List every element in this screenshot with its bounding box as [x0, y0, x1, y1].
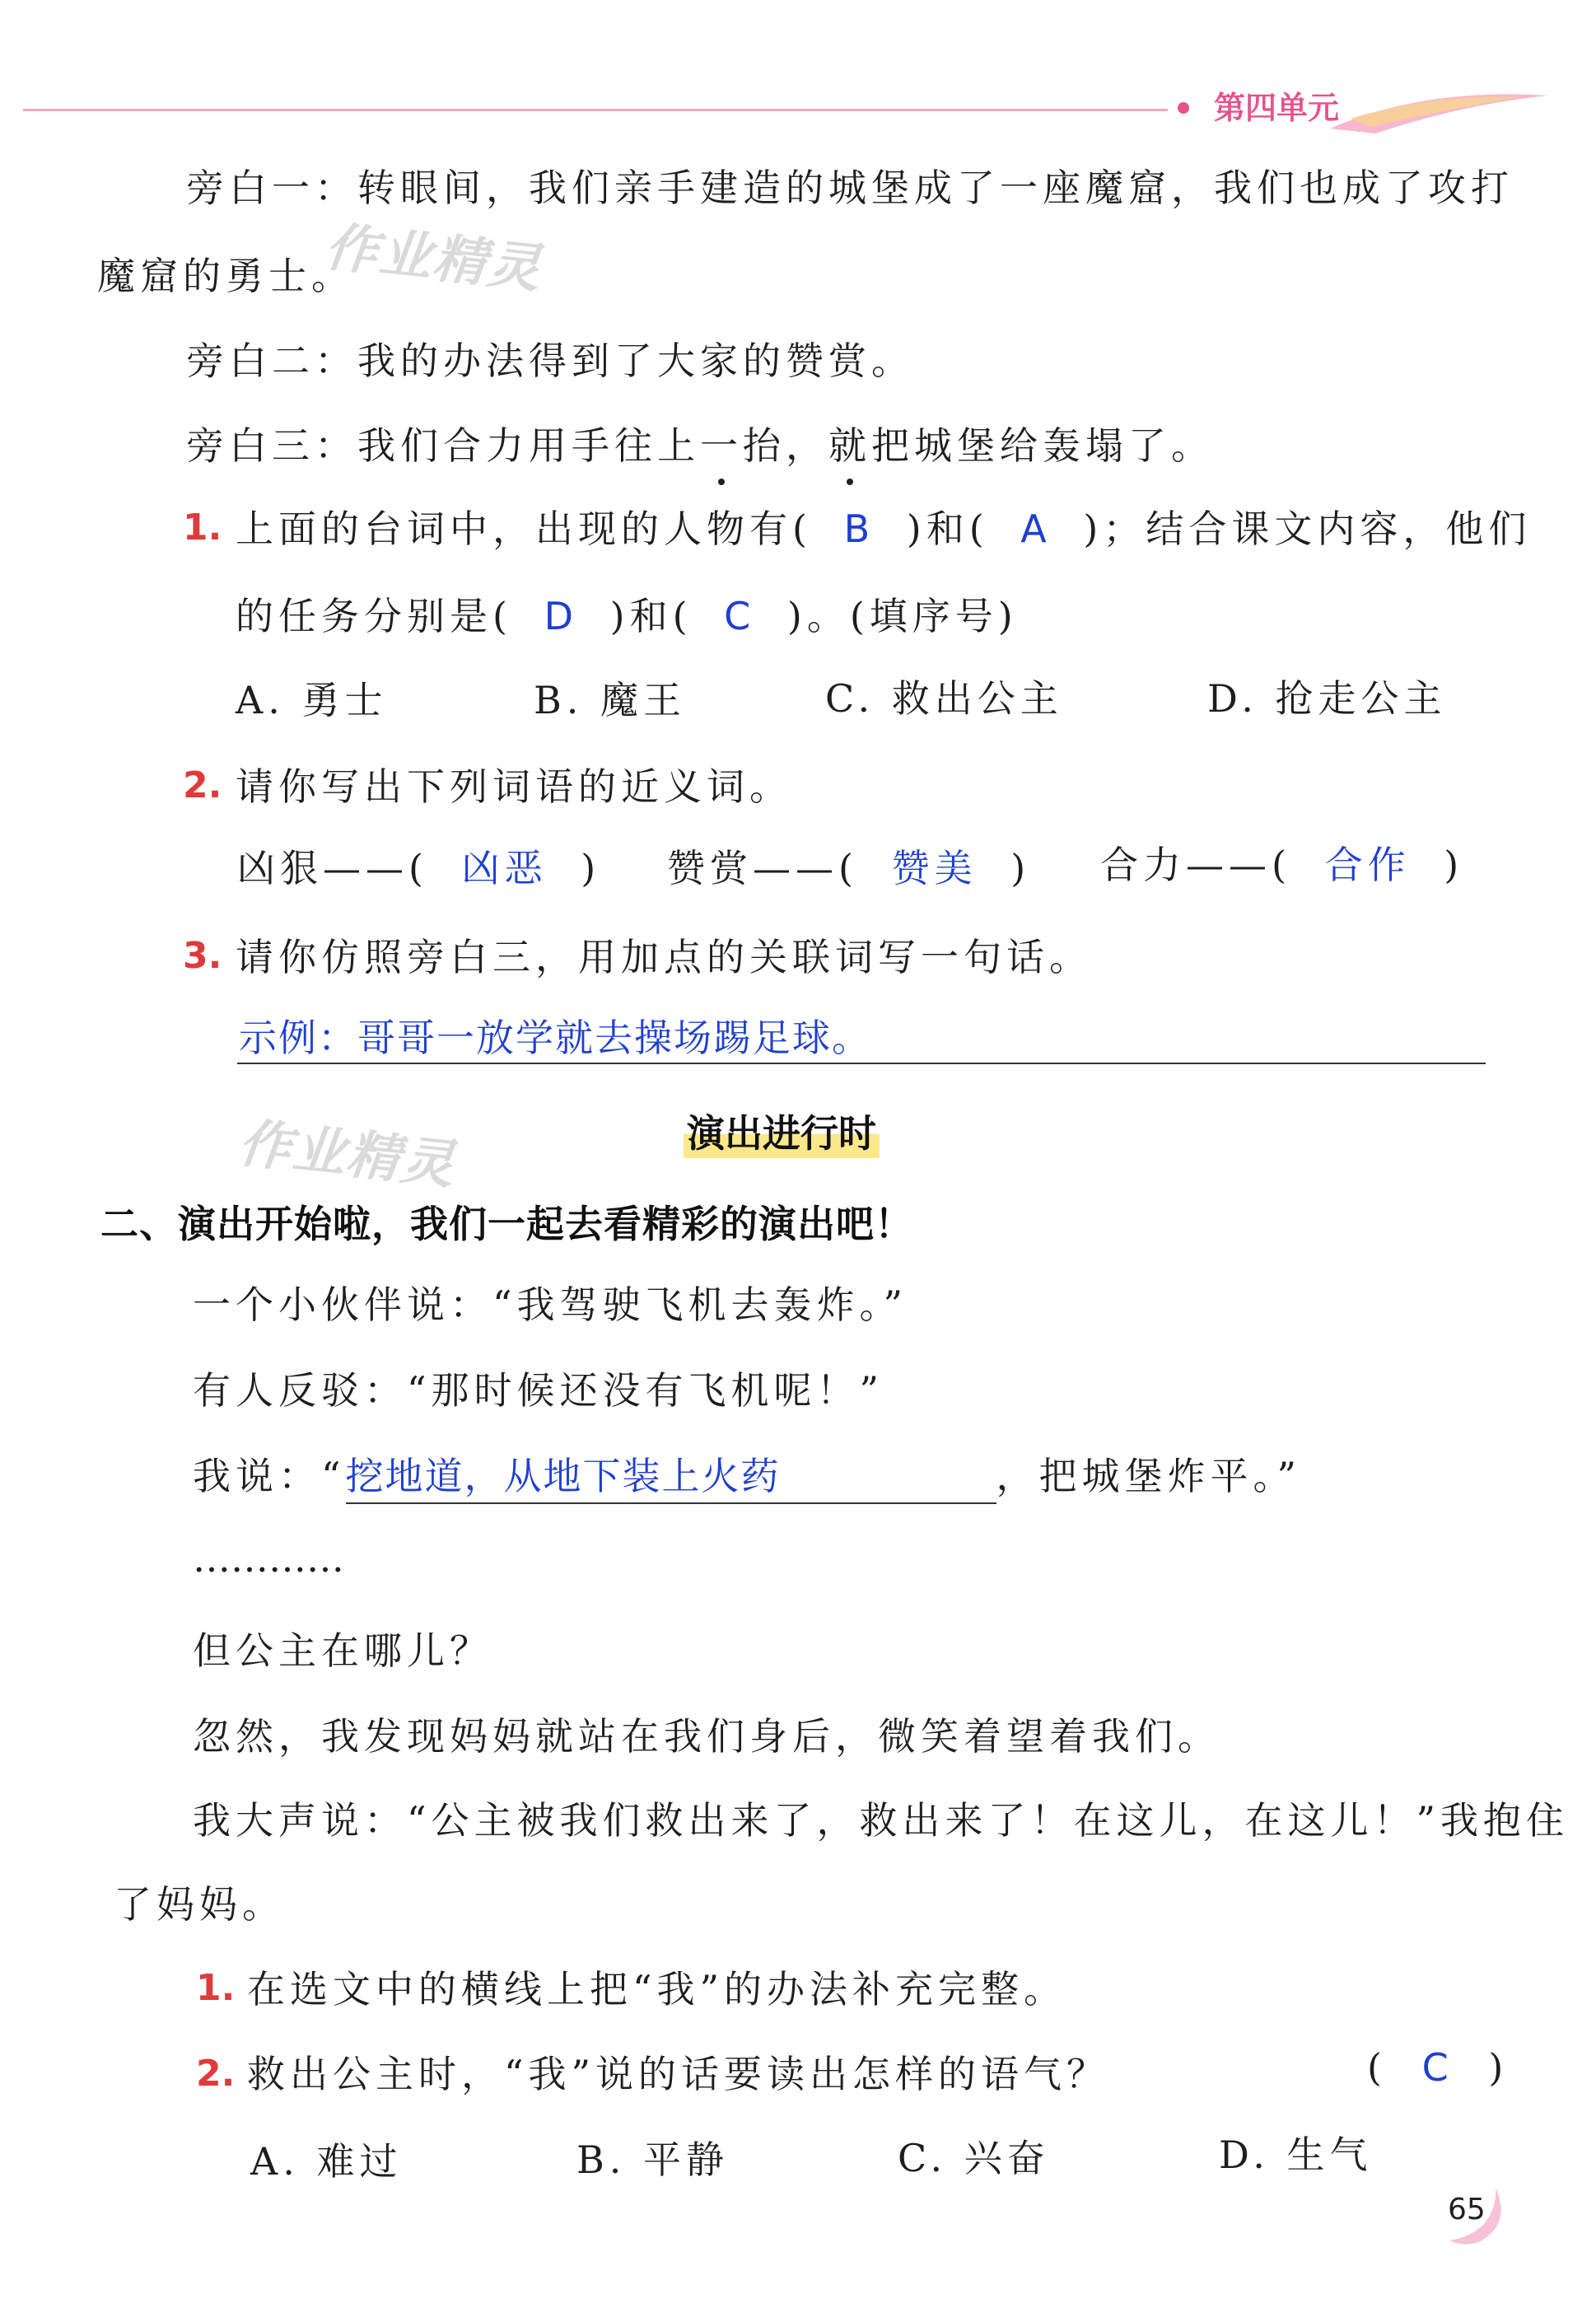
- q3-answer-line: [237, 1063, 1486, 1064]
- q1-text-c: )；结合课文内容，他们: [1083, 507, 1532, 551]
- paragraph-6-line-2: 了妈妈。: [114, 1882, 285, 1927]
- s2-q1-number: 1.: [196, 1967, 236, 2009]
- q1-option-c: C. 救出公主: [825, 676, 1063, 721]
- q1-text-f: )。(填序号): [786, 594, 1018, 638]
- q2-pair-1: [237, 843, 600, 893]
- s2-q2-option-b: B. 平静: [576, 2137, 730, 2182]
- watermark-1: 作业精灵: [322, 217, 545, 301]
- q1-answer-2: A: [1020, 507, 1052, 551]
- q2-answer-2: 赞美: [891, 846, 978, 890]
- q1-line-1: [236, 504, 1531, 554]
- q2-close-1: ): [581, 846, 601, 890]
- q2-answer-1: 凶恶: [461, 846, 548, 890]
- s2-q2-open: (: [1367, 2045, 1387, 2090]
- q2-word-1: 凶狠——(: [237, 846, 428, 890]
- header-unit-label: 第四单元: [1214, 90, 1340, 126]
- dialogue-1: 一个小伙伴说：“我驾驶飞机去轰炸。”: [193, 1282, 908, 1327]
- narration-3-mid: 抬，: [743, 423, 828, 468]
- q1-line-2: [236, 591, 1018, 641]
- paragraph-4: 但公主在哪儿？: [193, 1628, 492, 1673]
- dialogue-3-pre: 我说：“: [193, 1454, 346, 1498]
- s2-q2-option-c: C. 兴奋: [898, 2136, 1050, 2180]
- narration-3-post: 把城堡给轰塌了。: [871, 423, 1214, 468]
- dialogue-2: 有人反驳：“那时候还没有飞机呢！”: [193, 1368, 884, 1413]
- q2-word-2: 赞赏——(: [667, 846, 858, 890]
- s2-q2-answer: C: [1421, 2045, 1454, 2090]
- narration-1-line-1: 旁白一：转眼间，我们亲手建造的城堡成了一座魔窟，我们也成了攻打: [186, 166, 1514, 210]
- q1-answer-4: C: [724, 594, 756, 638]
- q2-close-3: ): [1444, 843, 1464, 887]
- q2-close-2: ): [1010, 846, 1031, 890]
- section-2-heading: 二、演出开始啦，我们一起去看精彩的演出吧！: [100, 1202, 913, 1246]
- s2-q2-option-d: D. 生气: [1219, 2133, 1373, 2177]
- q3-answer: 示例：哥哥一放学就去操场踢足球。: [239, 1016, 871, 1060]
- fill-in-blank: [346, 1451, 996, 1501]
- page-number-swoosh: [1446, 2183, 1504, 2249]
- q1-option-b: B. 魔王: [534, 678, 687, 722]
- q2-prompt: 请你写出下列词语的近义词。: [236, 764, 792, 809]
- section-2-subtitle: 演出进行时: [684, 1104, 880, 1158]
- q1-text-b: )和(: [906, 507, 989, 551]
- q1-text-e: )和(: [609, 594, 693, 638]
- s2-q2-number: 2.: [196, 2053, 236, 2095]
- emphasis-dot-word-1: 一: [700, 421, 743, 470]
- q1-option-d: D. 抢走公主: [1207, 676, 1447, 721]
- q3-prompt: 请你仿照旁白三，用加点的关联词写一句话。: [236, 935, 1092, 979]
- q1-text-a: 上面的台词中，出现的人物有(: [236, 507, 812, 551]
- q1-text-d: 的任务分别是(: [236, 594, 512, 638]
- header-rule: [23, 109, 1168, 111]
- narration-3: [186, 421, 1214, 470]
- header-ribbon-decoration: [1326, 79, 1556, 137]
- q3-number: 3.: [183, 935, 222, 977]
- dialogue-3-post: ，把城堡炸平。”: [996, 1454, 1302, 1498]
- watermark-2: 作业精灵: [236, 1113, 459, 1197]
- paragraph-6-line-1: 我大声说：“公主被我们救出来了，救出来了！在这儿，在这儿！”我抱住: [193, 1798, 1570, 1843]
- s2-q2-close: ): [1488, 2045, 1509, 2090]
- q1-answer-3: D: [544, 594, 578, 638]
- fill-in-answer: 挖地道，从地下装上火药: [345, 1454, 781, 1498]
- q1-answer-1: B: [843, 507, 875, 551]
- s2-q1-prompt: 在选文中的横线上把“我”的办法补充完整。: [247, 1967, 1067, 2011]
- narration-3-pre: 旁白三：我们合力用手往上: [186, 423, 700, 468]
- q2-word-3: 合力——(: [1100, 843, 1291, 887]
- narration-1-line-2: 魔窟的勇士。: [97, 254, 354, 298]
- q2-pair-3: [1100, 840, 1463, 890]
- dialogue-3: [193, 1451, 1301, 1501]
- q2-answer-3: 合作: [1324, 843, 1411, 887]
- ellipsis: …………: [193, 1536, 344, 1581]
- emphasis-dot-word-2: 就: [828, 421, 871, 470]
- s2-q2-option-a: A. 难过: [250, 2139, 403, 2184]
- q1-number: 1.: [183, 507, 222, 549]
- header-dot: [1178, 102, 1189, 114]
- q2-pair-2: [667, 843, 1030, 893]
- s2-q2-answer-bracket: [1367, 2043, 1508, 2092]
- paragraph-5: 忽然，我发现妈妈就站在我们身后，微笑着望着我们。: [193, 1714, 1220, 1759]
- s2-q2-prompt: 救出公主时，“我”说的话要读出怎样的语气？: [247, 2052, 1110, 2096]
- page-number: 65: [1448, 2193, 1486, 2226]
- q1-option-a: A. 勇士: [236, 678, 388, 722]
- narration-2: 旁白二：我的办法得到了大家的赞赏。: [186, 339, 914, 383]
- q2-number: 2.: [183, 764, 222, 806]
